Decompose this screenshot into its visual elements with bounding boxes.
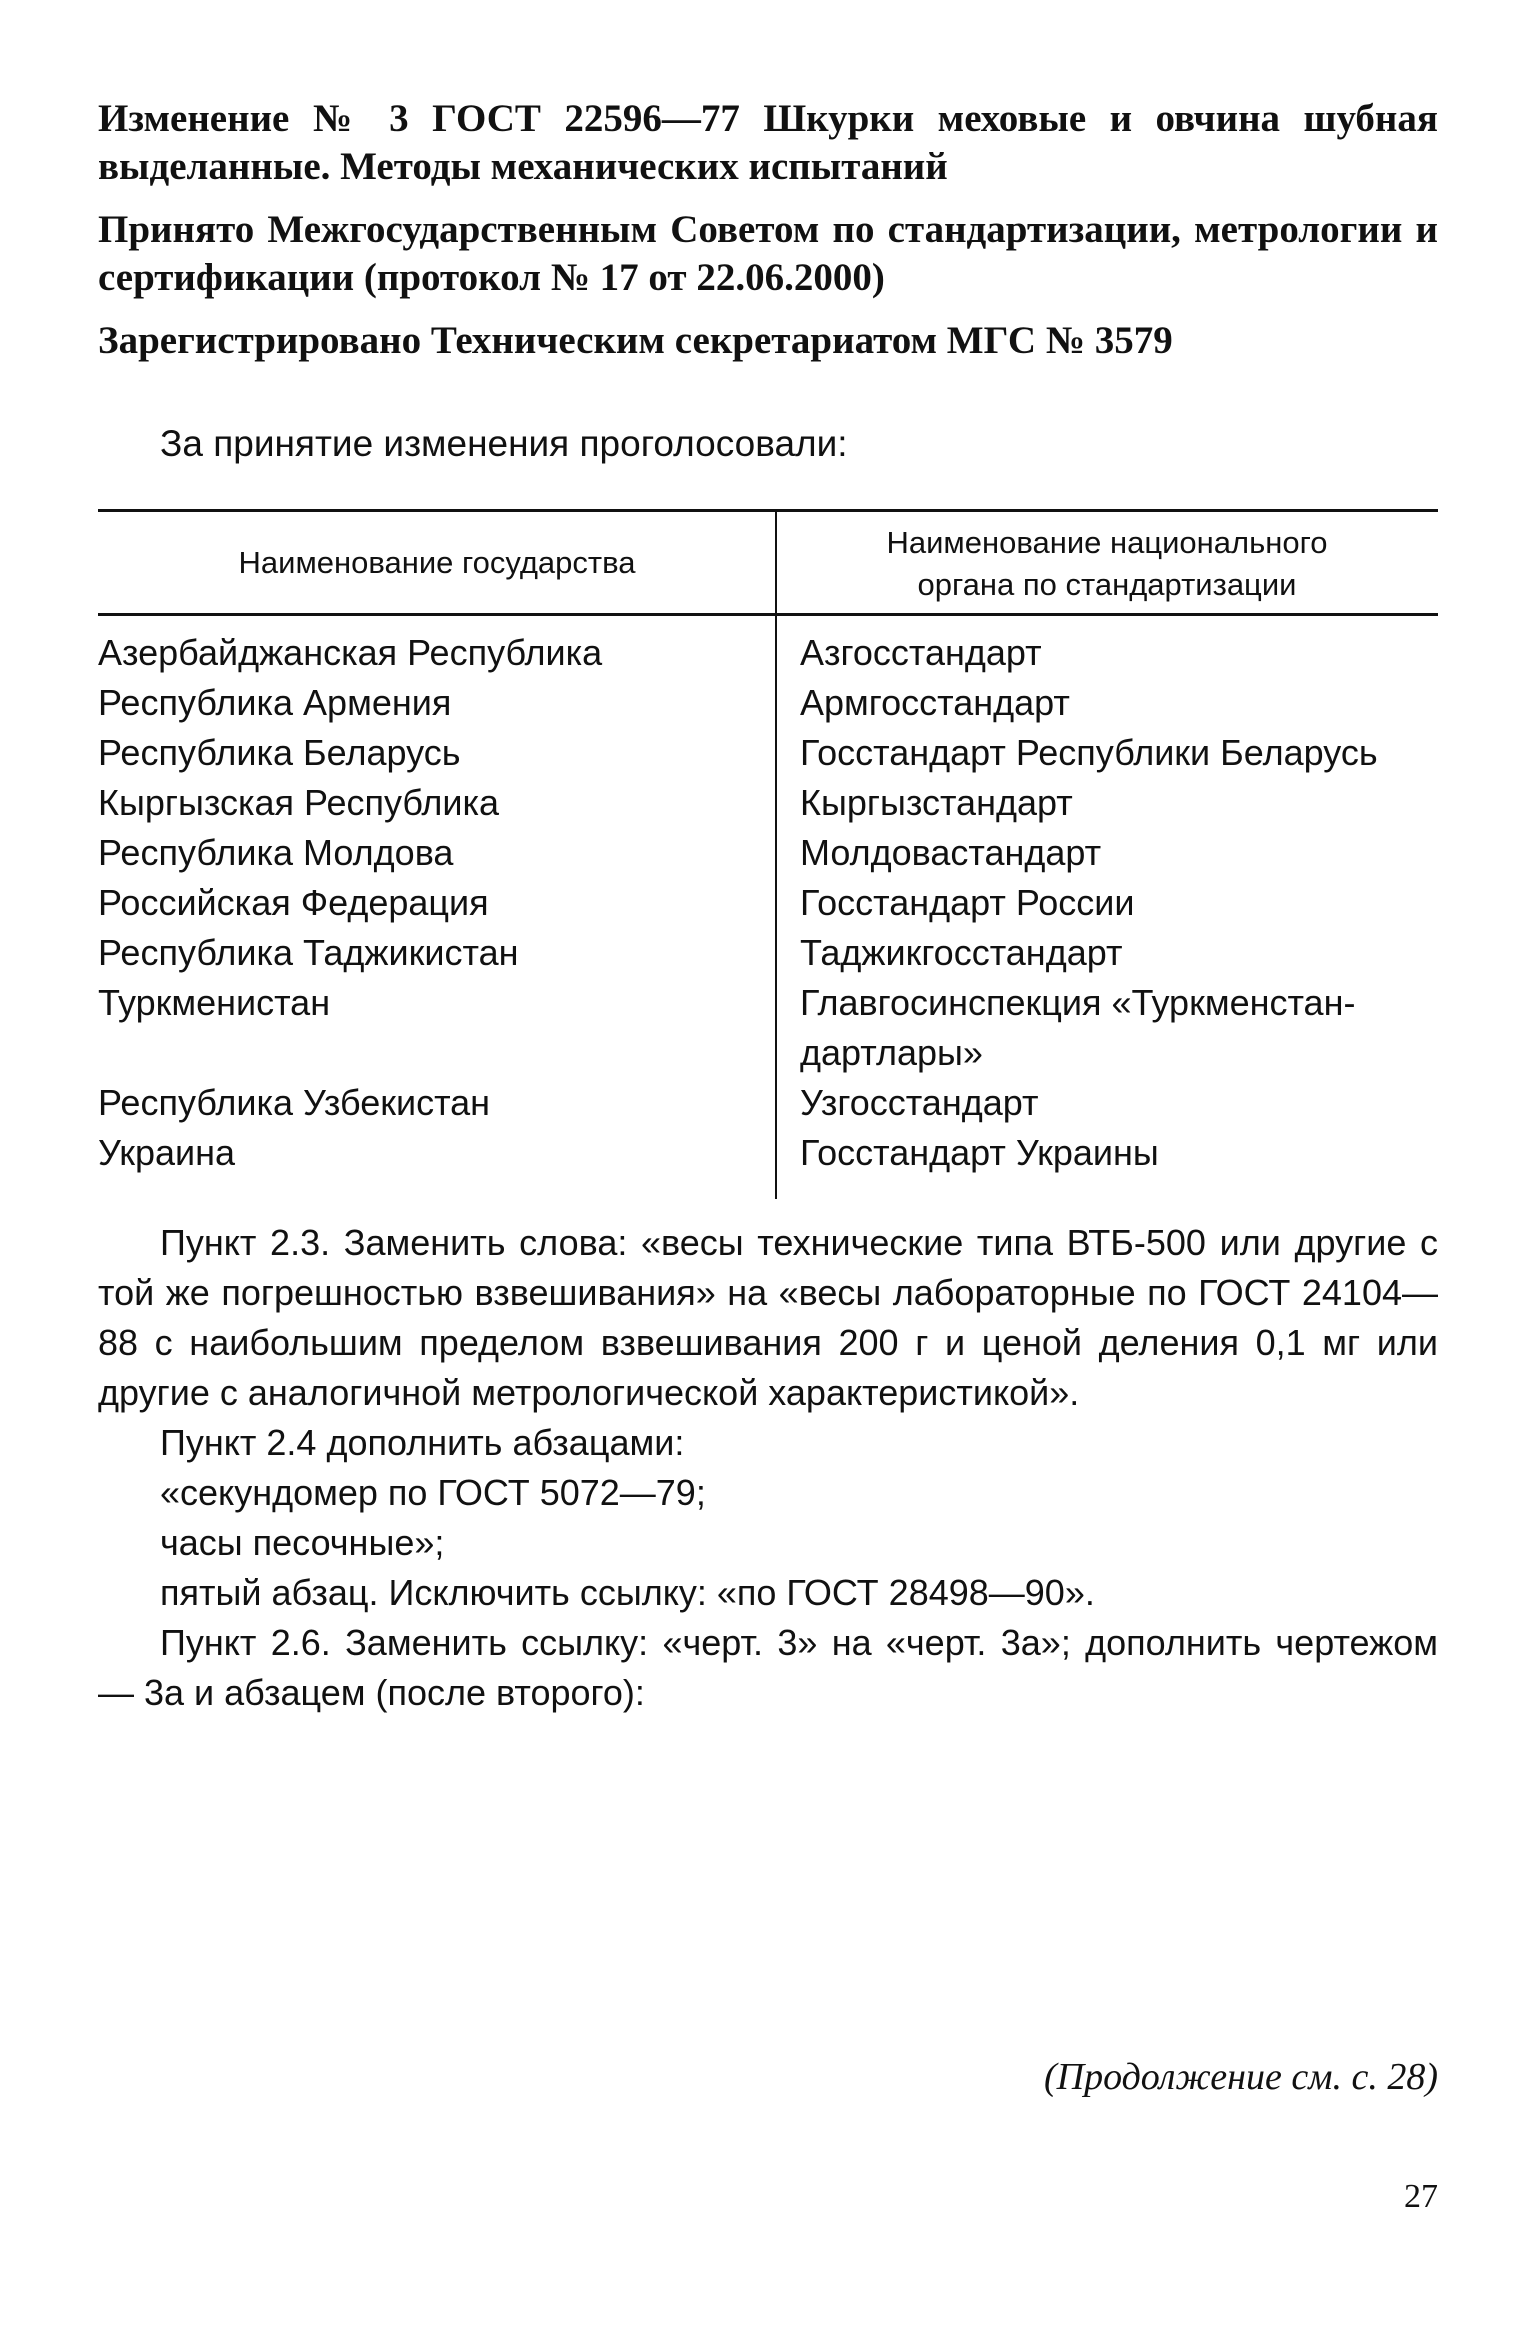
registration-statement: Зарегистрировано Техническим секретариатом МГС № 3579 [98, 319, 1173, 362]
body-cell: Госстандарт Украины [800, 1132, 1159, 1173]
paragraph-2-4: Пункт 2.4 дополнить абзацами: [160, 1422, 685, 1463]
state-cell: Туркменистан [98, 982, 331, 1023]
body-cell: Таджикгосстандарт [800, 932, 1123, 973]
body-cell: Госстандарт Республики Беларусь [800, 732, 1378, 773]
body-cell: Молдовастандарт [800, 832, 1102, 873]
table-row [98, 978, 1438, 1078]
table-row [98, 678, 1438, 728]
adoption-statement: Принято Межгосударственным Советом по стандартизации, метрологии и сертификации (протокол № 17 от 22.06.2000) [98, 208, 1438, 299]
state-cell: Украина [98, 1132, 236, 1173]
body-cell: Азгосстандарт [800, 632, 1042, 673]
table-row [98, 728, 1438, 778]
table-column-divider [775, 509, 777, 1199]
table-header [98, 512, 1438, 616]
line-stopwatch: «секундомер по ГОСТ 5072—79; [160, 1472, 706, 1513]
header-standards-body-line1: Наименование национального [886, 524, 1328, 560]
state-cell: Республика Молдова [98, 832, 454, 873]
page-number: 27 [1404, 2178, 1438, 2215]
voting-table [98, 509, 1438, 1178]
table-row [98, 828, 1438, 878]
body-cell: Госстандарт России [800, 882, 1135, 923]
line-hourglass: часы песочные»; [160, 1522, 445, 1563]
body-cell: Главгосинспекция «Туркменстан- дартлары» [800, 982, 1356, 1073]
table-row [98, 1078, 1438, 1128]
state-cell: Кыргызская Республика [98, 782, 500, 823]
table-row [98, 778, 1438, 828]
line-fifth-paragraph: пятый абзац. Исключить ссылку: «по ГОСТ 28498—90». [160, 1572, 1095, 1613]
amendment-text [98, 1218, 1438, 1718]
table-row [98, 878, 1438, 928]
continuation-note: (Продолжение см. с. 28) [1043, 2056, 1438, 2098]
state-cell: Республика Таджикистан [98, 932, 519, 973]
document-page [98, 95, 1438, 1718]
header-standards-body [776, 512, 1438, 613]
document-title: Изменение № 3 ГОСТ 22596—77 Шкурки меховые и овчина шубная выделанные. Методы механических испытаний [98, 97, 1438, 188]
table-row [98, 928, 1438, 978]
vote-intro: За принятие изменения проголосовали: [160, 423, 848, 464]
body-cell: Армгосстандарт [800, 682, 1070, 723]
state-cell: Республика Узбекистан [98, 1082, 491, 1123]
paragraph-2-3: Пункт 2.3. Заменить слова: «весы технические типа ВТБ-500 или другие с той же погрешностью взвешивания» на «весы лабораторные по ГОСТ 24104—88 с наибольшим пределом взвешивания 200 г и ценой деления 0,1 мг или другие с аналогичной метрологической характеристикой». [98, 1222, 1438, 1413]
body-cell: Кыргызстандарт [800, 782, 1073, 823]
state-cell: Республика Беларусь [98, 732, 461, 773]
state-cell: Азербайджанская Республика [98, 632, 603, 673]
header-state: Наименование государства [238, 544, 636, 580]
state-cell: Республика Армения [98, 682, 452, 723]
state-cell: Российская Федерация [98, 882, 489, 923]
paragraph-2-6: Пункт 2.6. Заменить ссылку: «черт. 3» на «черт. 3а»; дополнить чертежом — 3а и абзацем (после второго): [98, 1622, 1438, 1713]
table-body [98, 616, 1438, 1178]
header-standards-body-line2: органа по стандартизации [917, 566, 1297, 602]
body-cell: Узгосстандарт [800, 1082, 1039, 1123]
table-row [98, 628, 1438, 678]
table-row [98, 1128, 1438, 1178]
